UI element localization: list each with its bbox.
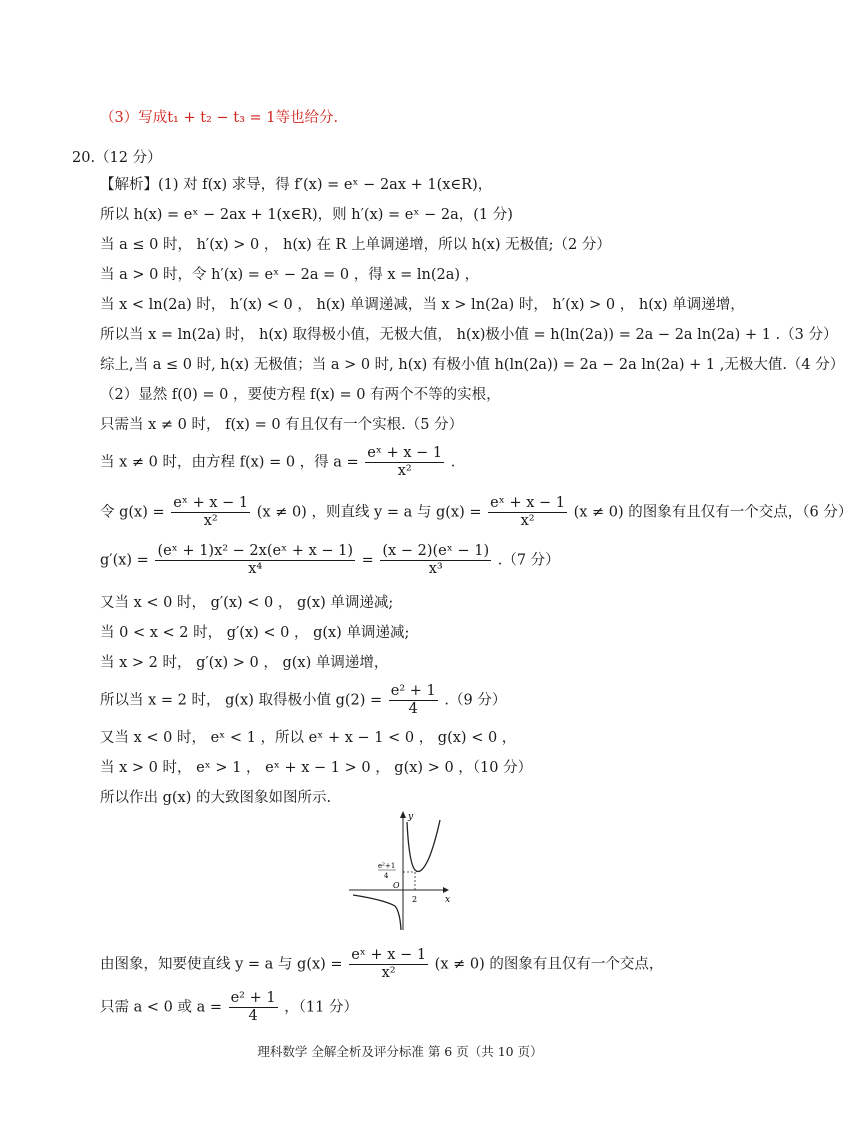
x-axis-arrow — [443, 887, 449, 893]
solution-line-1: 【解析】(1) 对 f(x) 求导，得 f′(x) = eˣ − 2ax + 1(x∈R)， — [100, 177, 493, 193]
solution-line-2: 所以 h(x) = eˣ − 2ax + 1(x∈R)，则 h′(x) = eˣ − 2a，(1 分) — [100, 207, 513, 223]
solution-line-20: 由图象，知要使直线 y = a 与 g(x) = $\frac{\text{eˣ + x − 1}}{\text{x²}}$ (x ≠ 0) 的图象有且仅有一个交点， — [100, 947, 664, 981]
solution-line-16: 所以当 x = 2 时， g(x) 取得极小值 g(2) = $\frac{\text{e² + 1}}{4}$ .（9 分） — [100, 683, 507, 717]
fraction-min: $\frac{\text{e² + 1}}{4}$ — [390, 683, 436, 717]
x-label: x — [445, 895, 451, 905]
solution-line-11: 令 g(x) = $\frac{\text{eˣ + x − 1}}{\text{x²}}$ (x ≠ 0) ，则直线 y = a 与 g(x) = $\frac{\text{eˣ + x − 1}}{\text{x²}}$ (x ≠ 0) 的图象有且仅有一个交点，（6 分） — [100, 495, 852, 529]
solution-line-6: 所以当 x = ln(2a) 时， h(x) 取得极小值，无极大值， h(x)极小值 = h(ln(2a)) = 2a − 2a ln(2a) + 1 .（3 分） — [100, 327, 838, 343]
x-tick-label: 2 — [412, 895, 418, 904]
function-graph — [345, 808, 455, 933]
solution-line-17: 又当 x < 0 时， eˣ < 1 ，所以 eˣ + x − 1 < 0 ， g(x) < 0 ， — [100, 730, 517, 746]
solution-line-15: 当 x > 2 时， g′(x) > 0 ， g(x) 单调递增， — [100, 655, 389, 671]
fraction-g-def-2: $\frac{\text{eˣ + x − 1}}{\text{x²}}$ — [490, 495, 565, 529]
solution-line-7: 综上,当 a ≤ 0 时, h(x) 无极值；当 a > 0 时, h(x) 有极小值 h(ln(2a)) = 2a − 2a ln(2a) + 1 ,无极大值.（4 分） — [100, 357, 845, 373]
question-header: 20.（12 分） — [72, 150, 162, 166]
fraction-g: $\frac{\text{eˣ + x − 1}}{\text{x²}}$ — [367, 445, 443, 479]
solution-line-21: 只需 a < 0 或 a = $\frac{\text{e² + 1}}{4}$ ，（11 分） — [100, 990, 358, 1024]
y-axis-arrow — [400, 811, 406, 818]
fraction-g-final: $\frac{\text{eˣ + x − 1}}{\text{x²}}$ — [351, 947, 427, 981]
solution-line-13: 又当 x < 0 时， g′(x) < 0 ， g(x) 单调递减; — [100, 595, 394, 611]
origin-label: O — [393, 881, 400, 890]
fraction-answer: $\frac{\text{e² + 1}}{4}$ — [230, 990, 276, 1024]
fraction-gprime-1: $\frac{\text{(eˣ + 1)x² − 2x(eˣ + x − 1)}}{\text{x⁴}}$ — [157, 543, 354, 577]
solution-line-3: 当 a ≤ 0 时， h′(x) > 0 ， h(x) 在 R 上单调递增，所以 h(x) 无极值;（2 分） — [100, 237, 611, 253]
solution-line-5: 当 x < ln(2a) 时， h′(x) < 0 ， h(x) 单调递减，当 x > ln(2a) 时， h′(x) > 0 ， h(x) 单调递增， — [100, 297, 745, 313]
note-line: （3）写成t₁ + t₂ − t₃ = 1等也给分. — [100, 110, 339, 126]
solution-line-12: g′(x) = $\frac{\text{(eˣ + 1)x² − 2x(eˣ + x − 1)}}{\text{x⁴}}$ = $\frac{\text{(x − 2)(eˣ − 1)}}{\text{x³}}$ .（7 分） — [100, 543, 560, 577]
y-tick-numerator: e²+1 — [378, 862, 396, 870]
solution-line-8: （2）显然 f(0) = 0 ，要使方程 f(x) = 0 有两个不等的实根， — [100, 387, 501, 403]
y-tick-denominator: 4 — [384, 872, 389, 880]
curve-left-branch — [353, 895, 401, 930]
solution-line-4: 当 a > 0 时，令 h′(x) = eˣ − 2a = 0 ，得 x = ln(2a) ， — [100, 267, 480, 283]
solution-line-19: 所以作出 g(x) 的大致图象如图所示. — [100, 790, 332, 806]
solution-line-14: 当 0 < x < 2 时， g′(x) < 0 ， g(x) 单调递减; — [100, 625, 410, 641]
solution-line-9: 只需当 x ≠ 0 时， f(x) = 0 有且仅有一个实根.（5 分） — [100, 417, 464, 433]
y-label: y — [408, 812, 414, 822]
fraction-gprime-2: $\frac{\text{(x − 2)(eˣ − 1)}}{\text{x³}}$ — [382, 543, 490, 577]
solution-line-18: 当 x > 0 时， eˣ > 1 ， eˣ + x − 1 > 0 ， g(x) > 0 ，（10 分） — [100, 760, 533, 776]
curve-right-branch — [407, 820, 440, 872]
solution-line-10: 当 x ≠ 0 时，由方程 f(x) = 0 ，得 a = $\frac{\text{eˣ + x − 1}}{\text{x²}}$ . — [100, 445, 456, 479]
page-footer: 理科数学 全解全析及评分标准 第 6 页（共 10 页） — [257, 1044, 543, 1059]
fraction-g-def: $\frac{\text{eˣ + x − 1}}{\text{x²}}$ — [173, 495, 249, 529]
